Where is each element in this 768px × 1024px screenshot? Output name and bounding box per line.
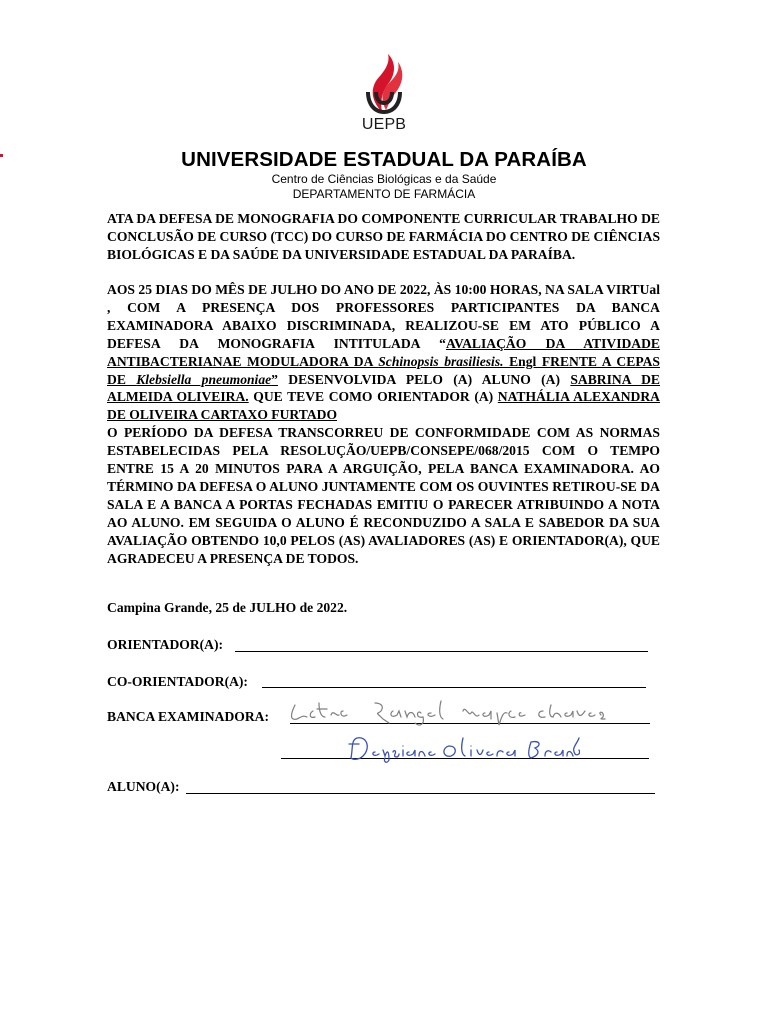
species-name: Schinopsis brasiliesis. [378,353,504,369]
bacteria-name: Klebsiella pneumoniae [136,371,272,387]
minutes-paragraph-1 [107,281,660,424]
university-name: UNIVERSIDADE ESTADUAL DA PARAÍBA [181,148,587,171]
text-segment: QUE TEVE COMO ORIENTADOR (A) [248,389,498,405]
minutes-paragraph-2: O PERÍODO DA DEFESA TRANSCORREU DE CONFORMIDADE COM AS NORMAS ESTABELECIDAS PELA RESOLUÇÃO/UEPB/CONSEPE/068/2015 COM O TEMPO ENTRE 15 A 20 MINUTOS PARA A ARGUIÇÃO, PELA BANCA EXAMINADORA. AO TÉRMINO DA DEFESA O ALUNO JUNTAMENTE COM OS OUVINTES RETIROU-SE DA SALA E A BANCA A PORTAS FECHADAS EMITIU O PARECER ATRIBUINDO A NOTA AO ALUNO. EM SEGUIDA O ALUNO É RECONDUZIDO A SALA E SABEDOR DA SUA AVALIAÇÃO OBTENDO 10,0 PELOS (AS) AVALIADORES (AS) E ORIENTADOR(A), QUE AGRADECEU A PRESENÇA DE TODOS. [107,425,660,566]
handwritten-signature-2 [345,734,580,764]
advisor-name: NATHÁLIA ALEXANDRA DE OLIVEIRA CARTAXO FURTADO [107,389,660,423]
minutes-body [107,281,660,568]
banca-label: BANCA EXAMINADORA: [107,709,269,724]
student-name: SABRINA DE ALMEIDA OLIVEIRA. [107,371,660,405]
aluno-signature-line [186,793,655,794]
minutes-intro: ATA DA DEFESA DE MONOGRAFIA DO COMPONENTE CURRICULAR TRABALHO DE CONCLUSÃO DE CURSO (TCC) DO CURSO DE FARMÁCIA DO CENTRO DE CIÊNCIAS BIOLÓGICAS E DA SAÚDE DA UNIVERSIDADE ESTADUAL DA PARAÍBA. [107,211,660,262]
text-segment: AOS 25 DIAS DO MÊS DE JULHO DO ANO DE 2022, ÀS 10:00 HORAS, NA SALA VIRTUal , COM A PRESENÇA DOS PROFESSORES PARTICIPANTES DA BANCA EXAMINADORA ABAIXO DISCRIMINADA, REALIZOU-SE EM ATO PÚBLICO A DEFESA DA MONOGRAFIA INTITULADA “ [107,282,660,351]
department-name: DEPARTAMENTO DE FARMÁCIA [292,187,476,201]
text-segment: DESENVOLVIDA PELO (A) ALUNO (A) [277,371,571,387]
edge-mark [0,154,3,157]
uepb-logo-icon [356,52,412,138]
title-part: AVALIAÇÃO DA ATIVIDADE ANTIBACTERIANAE MODULADORA DA [107,335,661,369]
title-part: ” [271,371,278,387]
orientador-signature-line [235,651,648,652]
coorientador-signature-line [262,687,646,688]
place-date: Campina Grande, 25 de JULHO de 2022. [107,600,348,615]
aluno-label: ALUNO(A): [107,779,180,794]
coorientador-label: CO-ORIENTADOR(A): [107,674,248,689]
logo-text: UEPB [361,116,407,133]
center-name: Centro de Ciências Biológicas e da Saúde [271,172,497,186]
flame-emblem-icon [356,52,412,116]
orientador-label: ORIENTADOR(A): [107,637,224,652]
title-part: Engl FRENTE A CEPAS DE [107,353,660,387]
handwritten-signature-1 [285,697,635,729]
